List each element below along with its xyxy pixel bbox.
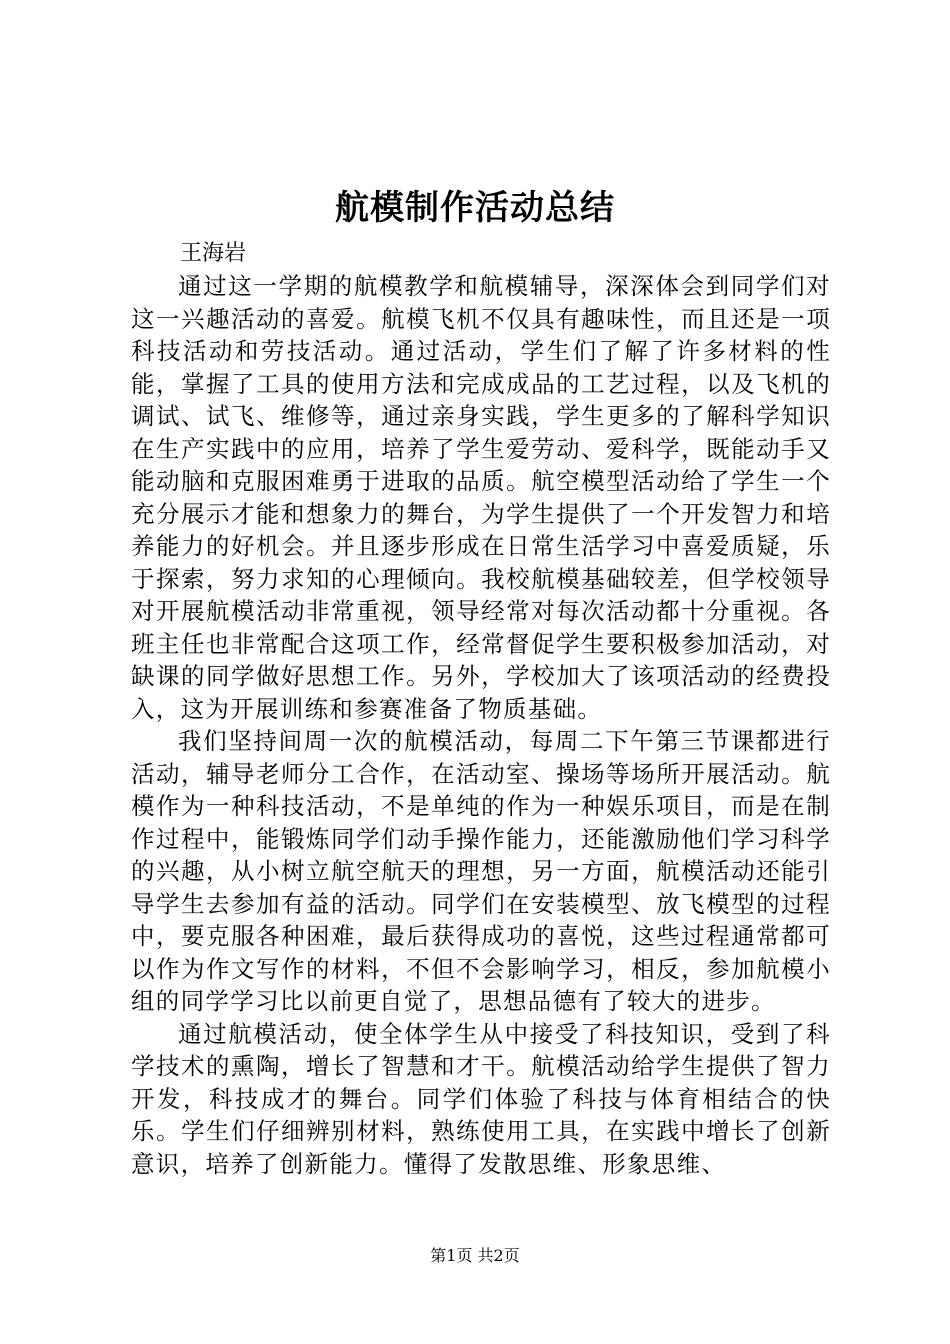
paragraph-1: 通过这一学期的航模教学和航模辅导，深深体会到同学们对这一兴趣活动的喜爱。航模飞机不仅具有趣味性，而且还是一项科技活动和劳技活动。通过活动，学生们了解了许多材料的性能，掌握了工具的使用方法和完成成品的工艺过程，以及飞机的调试、试飞、维修等，通过亲身实践，学生更多的了解科学知识在生产实践中的应用，培养了学生爱劳动、爱科学，既能动手又能动脑和克服困难勇于进取的品质。航空模型活动给了学生一个充分展示才能和想象力的舞台，为学生提供了一个开发智力和培养能力的好机会。并且逐步形成在日常生活学习中喜爱质疑，乐于探索，努力求知的心理倾向。我校航模基础较差，但学校领导对开展航模活动非常重视，领导经常对每次活动都十分重视。各班主任也非常配合这项工作，经常督促学生要积极参加活动，对缺课的同学做好思想工作。另外，学校加大了该项活动的经费投入，这为开展训练和参赛准备了物质基础。: [131, 272, 831, 723]
page-number-footer: 第1页 共2页: [430, 1246, 520, 1265]
document-body: [131, 270, 831, 1180]
author-name: 王海岩: [180, 241, 247, 266]
paragraph-2: 我们坚持间周一次的航模活动，每周二下午第三节课都进行活动，辅导老师分工合作，在活动室、操场等场所开展活动。航模作为一种科技活动，不是单纯的作为一种娱乐项目，而是在制作过程中，能锻炼同学们动手操作能力，还能激励他们学习科学的兴趣，从小树立航空航天的理想，另一方面，航模活动还能引导学生去参加有益的活动。同学们在安装模型、放飞模型的过程中，要克服各种困难，最后获得成功的喜悦，这些过程通常都可以作为作文写作的材料，不但不会影响学习，相反，参加航模小组的同学学习比以前更自觉了，思想品德有了较大的进步。: [131, 727, 831, 1015]
paragraph-3: 通过航模活动，使全体学生从中接受了科技知识，受到了科学技术的熏陶，增长了智慧和才干。航模活动给学生提供了智力开发，科技成才的舞台。同学们体验了科技与体育相结合的快乐。学生们仔细辨别材料，熟练使用工具，在实践中增长了创新意识，培养了创新能力。懂得了发散思维、形象思维、: [131, 1019, 831, 1178]
document-title: 航模制作活动总结: [335, 188, 615, 228]
